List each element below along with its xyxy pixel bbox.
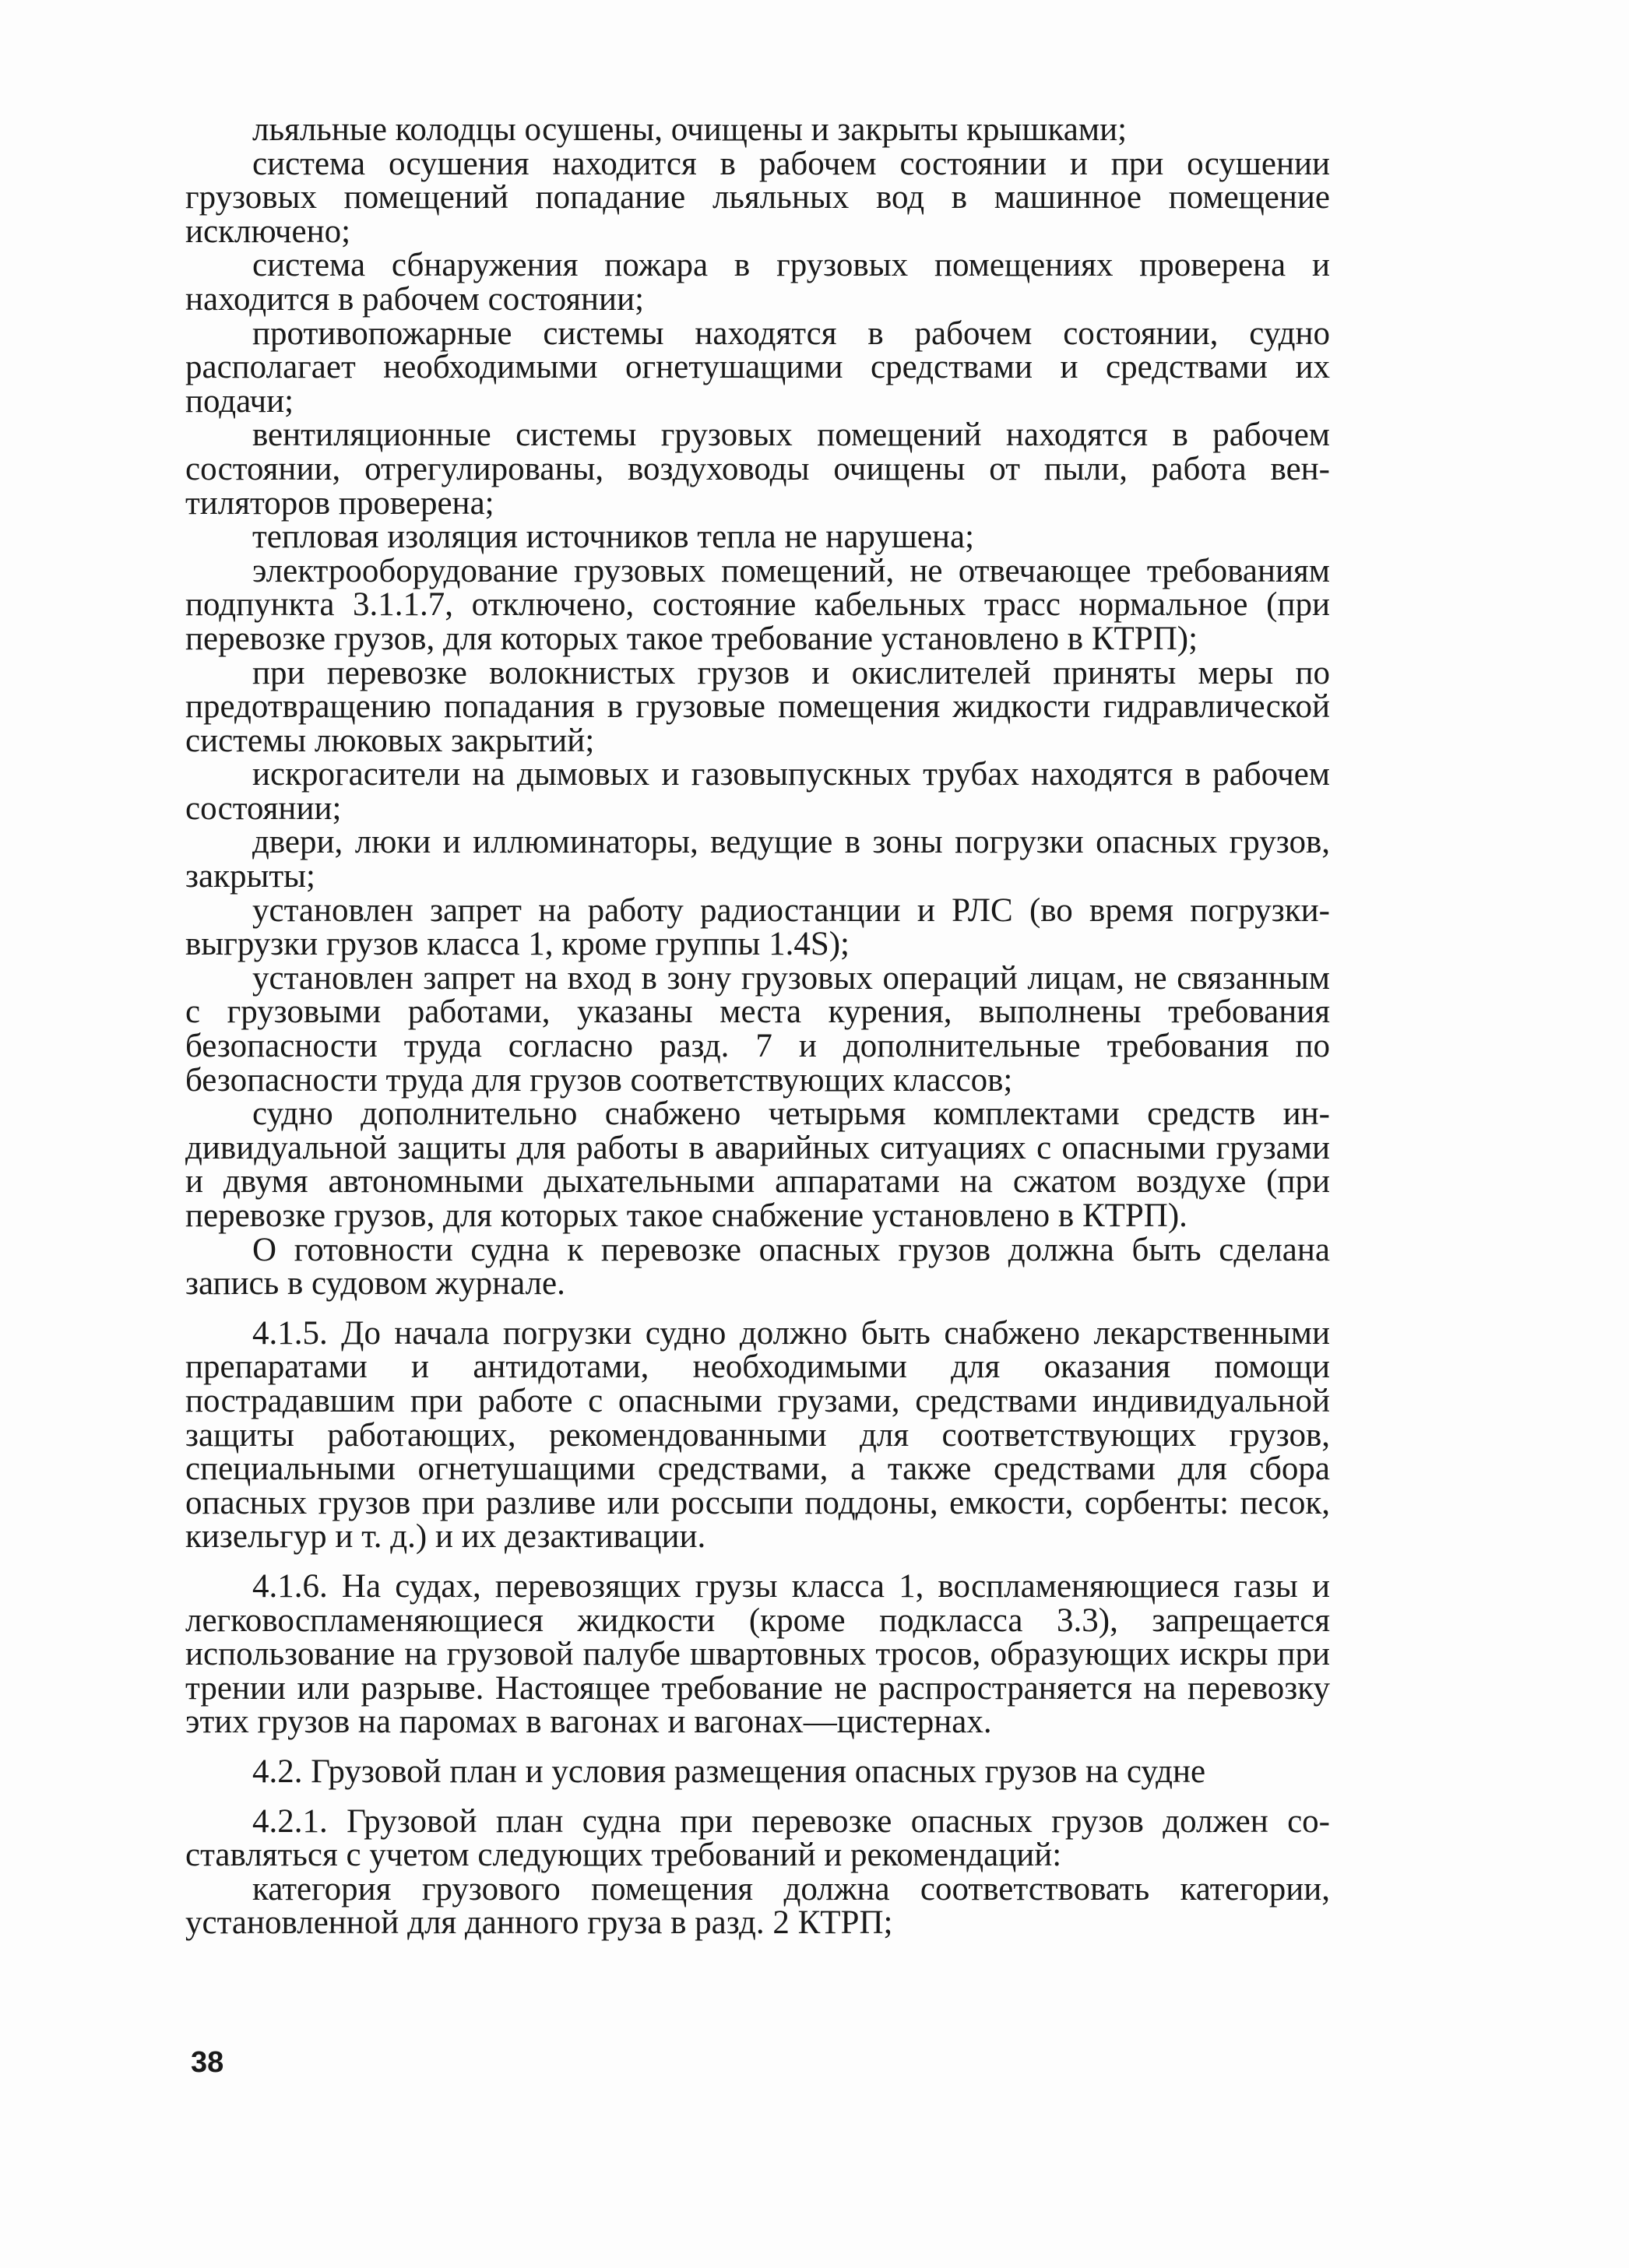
paragraph: тепловая изоляция источников тепла не нарушена; xyxy=(252,519,975,556)
paragraph: двери, люки и иллюминаторы, ведущие в зоны погрузки опасных грузов, закрыты; xyxy=(185,824,1330,895)
paragraph: установлен запрет на вход в зону грузовых операций лицам, не связанным с грузовыми работами, указаны места курения, выполнены требования безопасности труда согласно разд. 7 и дополнительные требования по безопасности труда для грузов соответствующих классов; xyxy=(185,959,1330,1099)
paragraph: 4.2. Грузовой план и условия размещения опасных грузов на судне xyxy=(252,1753,1206,1790)
paragraph: судно дополнительно снабжено четырьмя комплектами средств индивидуальной защиты для работы в аварийных ситуациях с опасными грузами и двумя автономными дыхательными аппаратами на сжатом воздухе (при перевозке грузов, для которых такое снабжение установлено в КТРП). xyxy=(185,1095,1330,1234)
page-number: 38 xyxy=(191,2046,224,2079)
paragraph: вентиляционные системы грузовых помещений находятся в рабочем состоянии, отрегулированы, воздуховоды очищены от пыли, работа вентиляторов проверена; xyxy=(185,417,1330,522)
paragraph: противопожарные системы находятся в рабочем состоянии, судно располагает необходимыми огнетушащими средствами и средствами их подачи; xyxy=(185,315,1330,420)
paragraph: при перевозке волокнистых грузов и окислителей приняты меры по предотвращению попадания в грузовые помещения жидкости гидравлической системы люковых закрытий; xyxy=(185,654,1330,759)
paragraph: льяльные колодцы осушены, очищены и закрыты крышками; xyxy=(252,111,1128,148)
paragraph: 4.1.6. На судах, перевозящих грузы класса 1, воспламеняющиеся газы и легковоспламеняющиеся жидкости (кроме подкласса 3.3), запрещается использование на грузовой палубе швартовных тросов, образующих искры при трении или разрыве. Настоящее требование не распространяется на перевозку этих грузов на паромах в вагонах и вагонах—цистернах. xyxy=(185,1567,1330,1741)
paragraph: система сбнаружения пожара в грузовых помещениях проверена и находится в рабочем состоянии; xyxy=(185,247,1330,318)
paragraph: установлен запрет на работу радиостанции и РЛС (во время погрузки-выгрузки грузов класса 1, кроме группы 1.4S); xyxy=(185,891,1330,963)
paragraph: 4.1.5. До начала погрузки судно должно быть снабжено лекарственными препаратами и антидотами, необходимыми для оказания помощи пострадавшим при работе с опасными грузами, средствами индивидуальной защиты работающих, рекомендованными для соответствующих грузов, специальными огнетушащими средствами, а также средствами для сбора опасных грузов при разливе или россыпи поддоны, емкости, сорбенты: песок, кизельгур и т. д.) и их дезактивации. xyxy=(185,1314,1330,1556)
paragraph: категория грузового помещения должна соответствовать категории, установленной для данного груза в разд. 2 КТРП; xyxy=(185,1870,1330,1942)
paragraph: 4.2.1. Грузовой план судна при перевозке опасных грузов должен составляться с учетом следующих требований и рекомендаций: xyxy=(185,1802,1330,1874)
body-text xyxy=(185,113,1330,1940)
paragraph: система осушения находится в рабочем состоянии и при осушении грузовых помещений попадание льяльных вод в машинное помещение исключено; xyxy=(185,145,1330,250)
paragraph: искрогасители на дымовых и газовыпускных трубах находятся в рабочем состоянии; xyxy=(185,756,1330,827)
paragraph: электрооборудование грузовых помещений, не отвечающее требованиям подпункта 3.1.1.7, отключено, состояние кабельных трасс нормальное (при перевозке грузов, для которых такое требование установлено в КТРП); xyxy=(185,552,1330,657)
paragraph: О готовности судна к перевозке опасных грузов должна быть сделана запись в судовом журнале. xyxy=(185,1231,1330,1303)
